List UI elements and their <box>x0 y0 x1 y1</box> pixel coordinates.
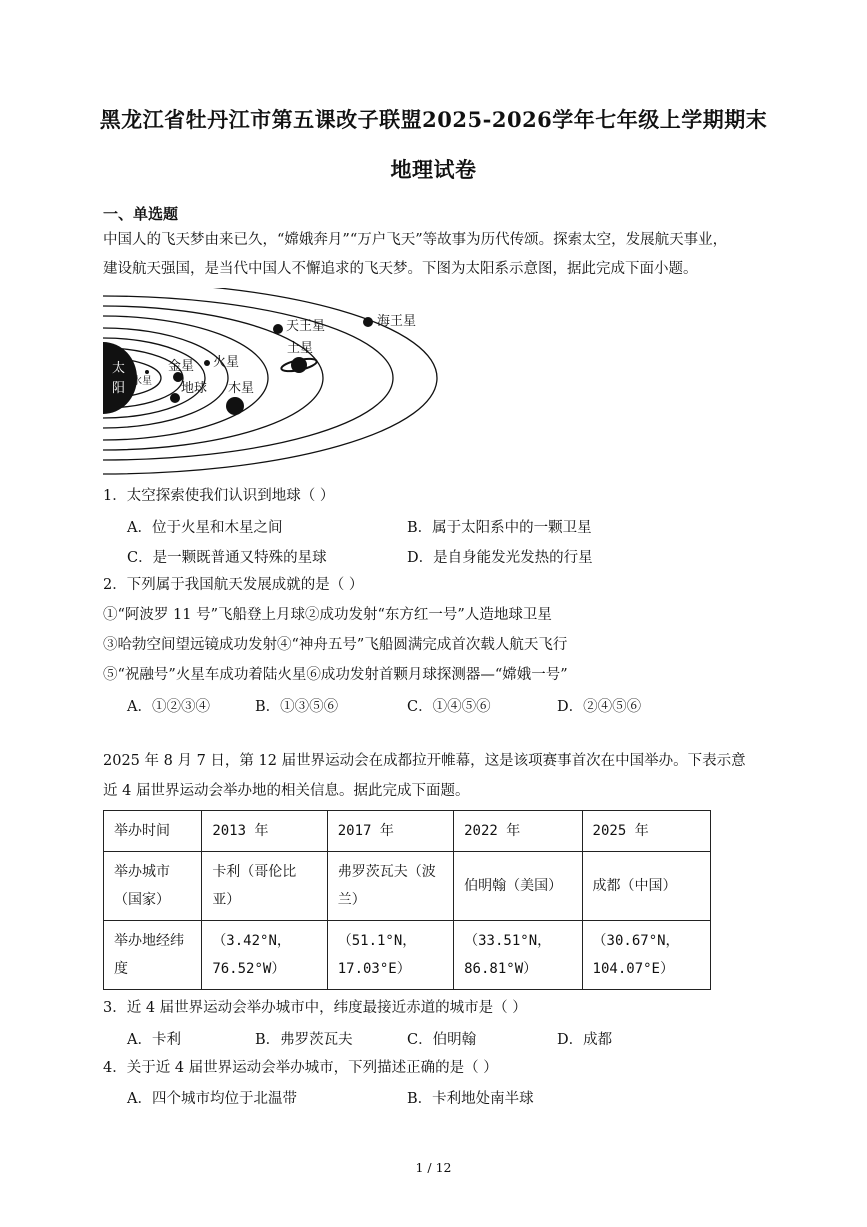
mercury-label: 水星 <box>132 376 152 387</box>
question-4-option-b: B．卡利地处南半球 <box>407 1091 534 1107</box>
table-cell: 2013 年 <box>202 811 327 852</box>
document-title-line1: 黑龙江省牡丹江市第五课改子联盟2025-2026学年七年级上学期期末 <box>99 107 768 132</box>
solar-system-figure <box>103 288 448 482</box>
question-1-option-b: B．属于太阳系中的一颗卫星 <box>407 520 592 536</box>
venus-label: 金星 <box>168 359 195 374</box>
question-1-option-c: C．是一颗既普通又特殊的星球 <box>127 550 327 566</box>
table-cell: （30.67°N，104.07°E） <box>582 921 710 990</box>
table-cell: 2025 年 <box>582 811 710 852</box>
table-cell: （3.42°N，76.52°W） <box>202 921 327 990</box>
planet-saturn <box>291 357 307 373</box>
table-cell: 举办城市（国家） <box>104 852 202 921</box>
table-row <box>104 852 711 921</box>
neptune-label: 海王星 <box>377 314 417 329</box>
question-2-statement-line2: ③哈勃空间望远镜成功发射④“神舟五号”飞船圆满完成首次载人航天飞行 <box>103 637 568 653</box>
planet-jupiter <box>226 397 244 415</box>
jupiter-label: 木星 <box>228 381 255 396</box>
mars-label: 火星 <box>213 355 240 370</box>
planet-mars <box>204 360 210 366</box>
intro2-paragraph-line1: 2025 年 8 月 7 日，第 12 届世界运动会在成都拉开帷幕，这是该项赛事首次在中国举办。下表示意 <box>103 753 746 769</box>
question-3-option-b: B．弗罗茨瓦夫 <box>255 1032 353 1048</box>
sun-label-top: 太 <box>112 361 126 376</box>
planet-earth <box>170 393 180 403</box>
section-heading: 一、单选题 <box>103 205 179 223</box>
table-cell: 2022 年 <box>454 811 582 852</box>
question-2-option-a: A．①②③④ <box>127 699 210 715</box>
planet-uranus <box>273 324 283 334</box>
planet-mercury <box>145 370 149 374</box>
saturn-label: 土星 <box>287 341 314 356</box>
question-1-option-d: D．是自身能发光发热的行星 <box>407 550 593 566</box>
table-cell: 伯明翰（美国） <box>454 852 582 921</box>
table-cell: 举办时间 <box>104 811 202 852</box>
question-2-option-c: C．①④⑤⑥ <box>407 699 491 715</box>
question-2-option-b: B．①③⑤⑥ <box>255 699 339 715</box>
table-cell: （33.51°N，86.81°W） <box>454 921 582 990</box>
page-number: 1 / 12 <box>415 1160 452 1175</box>
table-cell: （51.1°N，17.03°E） <box>327 921 453 990</box>
table-cell: 2017 年 <box>327 811 453 852</box>
table-row <box>104 921 711 990</box>
document-title-line2: 地理试卷 <box>390 157 477 182</box>
question-3-option-d: D．成都 <box>557 1032 613 1048</box>
question-4-stem: 4．关于近 4 届世界运动会举办城市，下列描述正确的是（ ） <box>103 1060 498 1076</box>
uranus-label: 天王星 <box>286 319 326 334</box>
solar-system-diagram <box>103 288 448 478</box>
question-2-option-d: D．②④⑤⑥ <box>557 699 642 715</box>
table-cell: 成都（中国） <box>582 852 710 921</box>
earth-label: 地球 <box>181 381 208 396</box>
question-4-option-a: A．四个城市均位于北温带 <box>127 1091 297 1107</box>
table-cell: 卡利（哥伦比亚） <box>202 852 327 921</box>
question-2-statement-line3: ⑤“祝融号”火星车成功着陆火星⑥成功发射首颗月球探测器—“嫦娥一号” <box>103 667 568 683</box>
question-3-option-a: A．卡利 <box>127 1032 181 1048</box>
question-1-stem: 1．太空探索使我们认识到地球（ ） <box>103 488 335 504</box>
intro-paragraph-line1: 中国人的飞天梦由来已久，“嫦娥奔月”“万户飞天”等故事为历代传颂。探索太空，发展航天事业， <box>103 232 728 248</box>
intro-paragraph-line2: 建设航天强国，是当代中国人不懈追求的飞天梦。下图为太阳系示意图，据此完成下面小题。 <box>103 261 698 277</box>
intro2-paragraph-line2: 近 4 届世界运动会举办地的相关信息。据此完成下面题。 <box>103 783 470 799</box>
question-3-option-c: C．伯明翰 <box>407 1032 477 1048</box>
table-row <box>104 811 711 852</box>
table-cell: 弗罗茨瓦夫（波兰） <box>327 852 453 921</box>
sun-label-bottom: 阳 <box>112 381 126 396</box>
question-2-stem: 2．下列属于我国航天发展成就的是（ ） <box>103 577 364 593</box>
question-1-option-a: A．位于火星和木星之间 <box>127 520 283 536</box>
table-cell: 举办地经纬度 <box>104 921 202 990</box>
question-2-statement-line1: ①“阿波罗 11 号”飞船登上月球②成功发射“东方红一号”人造地球卫星 <box>103 607 552 623</box>
question-3-stem: 3．近 4 届世界运动会举办城市中，纬度最接近赤道的城市是（ ） <box>103 1000 527 1016</box>
planet-neptune <box>363 317 373 327</box>
world-games-table <box>103 810 711 990</box>
